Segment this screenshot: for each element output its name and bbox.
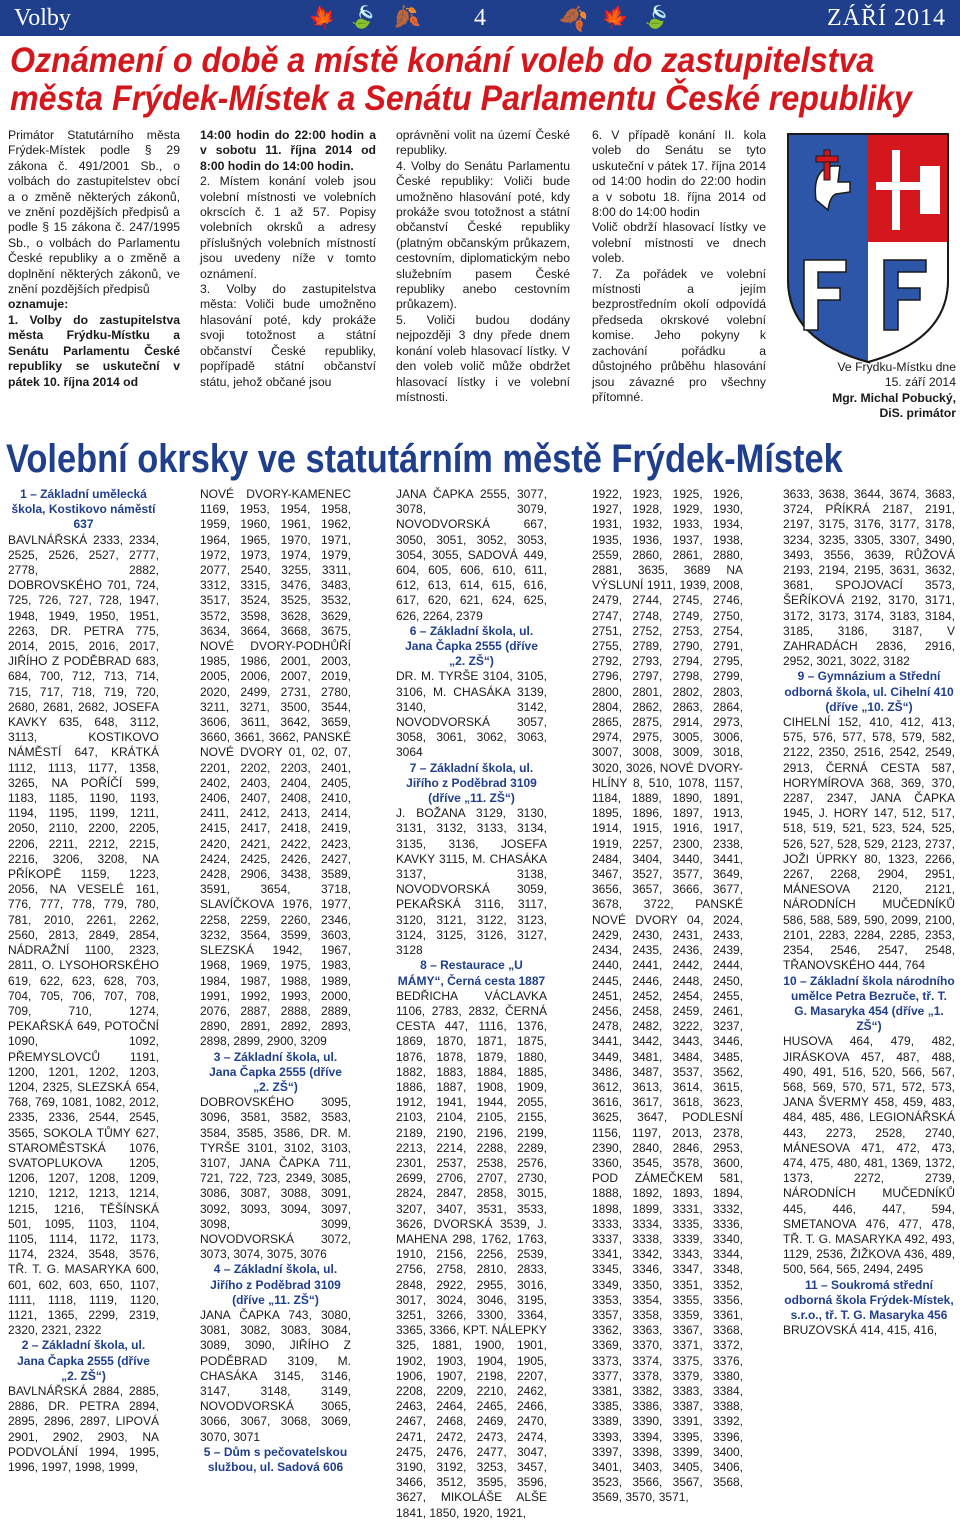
notice-column-1 [8,128,180,428]
district-streets: DR. M. TYRŠE 3104, 3105, 3106, M. CHASÁKA 3139, 3140, 3142, NOVODVORSKÁ 3057, 3058, 3061, 3062, 3063, 3064 [396,669,547,760]
district-heading: 4 – Základní škola, ul. Jiřího z Poděbrad 3109 (dříve „11. ZŠ“) [210,1262,341,1307]
notice-column-2 [200,128,376,428]
district-streets: BEDŘICHA VÁCLAVKA 1106, 2783, 2832, ČERNÁ CESTA 447, 1116, 1376, 1869, 1870, 1871, 1875, 1876, 1878, 1879, 1880, 1882, 1883, 1884, 1885, 1886, 1887, 1908, 1909, 1912, 1941, 1944, 2055, 2103, 2104, 2105, 2155, 2189, 2190, 2196, 2199, 2213, 2214, 2288, 2289, 2301, 2537, 2538, 2576, 2699, 2706, 2707, 2730, 2824, 2847, 2858, 3015, 3207, 3407, 3531, 3533, 3626, DVORSKÁ 3539, J. MAHENA 298, 1762, 1763, 1910, 2156, 2256, 2539, 2756, 2758, 2810, 2833, 2848, 2922, 2955, 3016, 3017, 3024, 3046, 3195, 3251, 3266, 3300, 3364, 3365, 3366, KPT. NÁLEPKY 325, 1881, 1900, 1901, 1902, 1903, 1904, 1905, 1906, 1907, 2198, 2207, 2208, 2209, 2210, 2462, 2463, 2464, 2465, 2466, 2467, 2468, 2469, 2470, 2471, 2472, 2473, 2474, 2475, 2476, 2477, 3047, 3190, 3192, 3253, 3457, 3466, 3512, 3595, 3596, 3627, MIKOLÁŠE ALŠE 1841, 1850, 1920, 1921, [396,988,547,1520]
district-heading: 6 – Základní škola, ul. Jana Čapka 2555 (dříve „2. ZŠ“) [405,623,538,669]
district-streets: 1922, 1923, 1925, 1926, 1927, 1928, 1929, 1930, 1931, 1932, 1933, 1934, 1935, 1936, 1937, 1938, 2559, 2860, 2861, 2880, 2881, 3635, 3689 NA VÝSLUNÍ 1911, 1939, 2008, 2479, 2744, 2745, 2746, 2747, 2748, 2749, 2750, 2751, 2752, 2753, 2754, 2755, 2789, 2790, 2791, 2792, 2793, 2794, 2795, 2796, 2797, 2798, 2799, 2800, 2801, 2802, 2803, 2804, 2862, 2863, 2864, 2865, 2875, 2914, 2973, 2974, 2975, 3005, 3006, 3007, 3008, 3009, 3018, 3020, 3026, NOVÉ DVORY-HLÍNY 8, 510, 1078, 1157, 1184, 1889, 1890, 1891, 1895, 1896, 1897, 1913, 1914, 1915, 1916, 1917, 1919, 2257, 2300, 2338, 2484, 3404, 3440, 3441, 3467, 3527, 3577, 3649, 3656, 3657, 3666, 3677, 3678, 3722, PANSKÉ NOVÉ DVORY 04, 2024, 2429, 2430, 2431, 2433, 2434, 2435, 2436, 2439, 2440, 2441, 2442, 2444, 2445, 2446, 2448, 2450, 2451, 2452, 2454, 2455, 2456, 2458, 2459, 2461, 2478, 2482, 3222, 3237, 3441, 3442, 3443, 3446, 3449, 3481, 3484, 3485, 3486, 3487, 3537, 3562, 3612, 3613, 3614, 3615, 3616, 3617, 3618, 3623, 3625, 3647, PODLESNÍ 1156, 1197, 2013, 2378, 2390, 2840, 2846, 2953, 3360, 3545, 3578, 3600, POD ZÁMEČKEM 581, 1888, 1892, 1893, 1894, 1898, 1899, 3331, 3332, 3333, 3334, 3335, 3336, 3337, 3338, 3339, 3340, 3341, 3342, 3343, 3344, 3345, 3346, 3347, 3348, 3349, 3350, 3351, 3352, 3353, 3354, 3355, 3356, 3357, 3358, 3359, 3361, 3362, 3363, 3367, 3368, 3369, 3370, 3371, 3372, 3373, 3374, 3375, 3376, 3377, 3378, 3379, 3380, 3381, 3382, 3383, 3384, 3385, 3386, 3387, 3388, 3389, 3390, 3391, 3392, 3393, 3394, 3395, 3396, 3397, 3398, 3399, 3400, 3401, 3403, 3405, 3406, 3523, 3566, 3567, 3568, 3569, 3570, 3571, [592,487,743,1505]
districts-column-2 [200,487,351,1474]
district-streets: BAVLNÁŘSKÁ 2884, 2885, 2886, DR. PETRA 2894, 2895, 2896, 2897, LIPOVÁ 2901, 2902, 2903, NA PODVOLÁNÍ 1994, 1995, 1996, 1997, 1998, 1999, [8,1383,159,1474]
signature-name: Mgr. Michal Pobucký, [832,390,956,405]
city-coat-of-arms [780,130,956,365]
notice-point-3-cont: oprávněni volit na území České republiky. [396,128,570,158]
district-streets: BAVLNÁŘSKÁ 2333, 2334, 2525, 2526, 2527, 2777, 2778, 2882, DOBROVSKÉHO 701, 724, 725, 726, 727, 728, 1947, 1948, 1949, 1950, 1951, 2263, DR. PETRA 775, 2014, 2015, 2016, 2017, JIŘÍHO Z PODĚBRAD 683, 684, 700, 712, 713, 714, 715, 717, 718, 719, 720, 2680, 2681, 2682, JOSEFA KAVKY 635, 648, 3112, 3113, KOSTIKOVO NÁMĚSTÍ 647, KRÁTKÁ 1112, 1113, 1177, 1358, 3265, NA POŘÍČÍ 599, 1183, 1185, 1190, 1193, 1194, 1195, 1199, 1211, 2050, 2110, 2200, 2205, 2206, 2211, 2212, 2215, 2216, 3206, 3208, NA PŘÍKOPĚ 1159, 1223, 2056, NA VESELÉ 161, 776, 777, 778, 779, 780, 781, 2010, 2261, 2262, 2560, 2813, 2849, 2854, NÁDRAŽNÍ 1100, 2323, 2811, O. LYSOHORSKÉHO 619, 622, 623, 628, 703, 704, 705, 706, 707, 708, 709, 710, 1274, PEKAŘSKÁ 649, POTOČNÍ 1090, 1092, PŘEMYSLOVCŮ 1191, 1200, 1201, 1202, 1203, 1204, 2325, SLEZSKÁ 654, 768, 769, 1081, 1082, 2012, 2335, 2336, 2544, 2545, 3565, SOKOLA TŮMY 627, STAROMĚSTSKÁ 1076, SVATOPLUKOVA 1205, 1206, 1207, 1208, 1209, 1210, 1212, 1213, 1214, 1215, 1216, TĚŠÍNSKÁ 501, 1095, 1103, 1104, 1105, 1114, 1172, 1173, 1174, 2324, 3548, 3576, TŘ. T. G. MASARYKA 600, 601, 602, 603, 650, 1107, 1111, 1118, 1119, 1120, 1121, 1365, 2299, 2319, 2320, 2321, 2322 [8,532,159,1338]
headline-line-2: města Frýdek-Místek a Senátu Parlamentu České republiky [10,79,912,118]
notice-point-1: 1. Volby do zastupitelstva města Frýdku-Místku a Senátu Parlamentu České republiky se uskuteční v pátek 10. října 2014 od [8,312,180,389]
district-streets: NOVÉ DVORY-KAMENEC 1169, 1953, 1954, 1958, 1959, 1960, 1961, 1962, 1964, 1965, 1970, 1971, 1972, 1973, 1974, 1979, 2077, 2540, 3255, 3311, 3312, 3315, 3476, 3483, 3517, 3524, 3525, 3532, 3572, 3598, 3628, 3629, 3634, 3664, 3668, 3675, NOVÉ DVORY-PODHŮŘÍ 1985, 1986, 2001, 2003, 2005, 2006, 2007, 2019, 2020, 2499, 2731, 2780, 3211, 3271, 3500, 3544, 3606, 3611, 3642, 3659, 3660, 3661, 3662, PANSKÉ NOVÉ DVORY 01, 02, 07, 2201, 2202, 2203, 2401, 2402, 2403, 2404, 2405, 2406, 2407, 2408, 2410, 2411, 2412, 2413, 2414, 2415, 2417, 2418, 2419, 2420, 2421, 2422, 2423, 2424, 2425, 2426, 2427, 2428, 2906, 3438, 3589, 3591, 3654, 3718, SLAVÍČKOVA 1976, 1977, 2258, 2259, 2260, 2346, 3232, 3564, 3599, 3603, SLEZSKÁ 1942, 1967, 1968, 1969, 1975, 1983, 1984, 1987, 1988, 1989, 1991, 1992, 1993, 2000, 2076, 2887, 2888, 2889, 2890, 2891, 2892, 2893, 2898, 2899, 2900, 3209 [200,487,351,1049]
maple-leaf-icon: 🍁 [306,1,340,34]
district-heading: 1 – Základní umělecká škola, Kostikovo náměstí 637 [11,487,156,532]
districts-column-1 [8,487,159,1474]
election-notice [0,128,960,433]
district-streets: JANA ČAPKA 2555, 3077, 3078, 3079, NOVODVORSKÁ 667, 3050, 3051, 3052, 3053, 3054, 3055, SADOVÁ 449, 604, 605, 606, 610, 611, 612, 613, 614, 615, 616, 617, 620, 621, 624, 625, 626, 2264, 2379 [396,487,547,623]
notice-announces: oznamuje: [8,297,69,312]
district-heading: 3 – Základní škola, ul. Jana Čapka 2555 (dříve „2. ZŠ“) [209,1049,342,1094]
district-heading: 9 – Gymnázium a Střední odborná škola, ul. Cihelní 410 (dříve „10. ZŠ“) [784,669,954,714]
fallen-leaf-icon: 🍂 [556,1,591,34]
notice-column-4 [592,128,766,428]
districts-heading: Volební okrsky ve statutárním městě Frýdek-Místek [6,437,843,481]
signature-place: Ve Frýdku-Místku dne [837,360,956,374]
districts-section [0,487,960,1520]
notice-point-5: 5. Voliči budou dodány nejpozději 3 dny přede dnem konání voleb hlasovací lístky. V den voleb volič může obdržet hlasovací lístky i ve volební místnosti. [396,312,570,404]
district-heading: 8 – Restaurace „U MÁMY“, Černá cesta 1887 [397,958,546,988]
district-heading: 11 – Soukromá střední odborná škola Frýdek-Místek, s.r.o., tř. T. G. Masaryka 456 [784,1277,954,1322]
notice-point-2: 2. Místem konání voleb jsou volební místnosti ve volebních okrscích č. 1 až 57. Popisy volebních okrsků a adresy příslušných volebních místností jsou uvedeny níže v tomto oznámení. [200,174,376,281]
district-streets: J. BOŽANA 3129, 3130, 3131, 3132, 3133, 3134, 3135, 3136, JOSEFA KAVKY 3115, M. CHASÁKA 3137, 3138, NOVODVORSKÁ 3059, PEKAŘSKÁ 3116, 3117, 3120, 3121, 3122, 3123, 3124, 3125, 3126, 3127, 3128 [396,806,547,958]
masthead-leaves-right [556,1,674,34]
district-streets: 3633, 3638, 3644, 3674, 3683, 3724, PŘÍKRÁ 2187, 2191, 2197, 3175, 3176, 3177, 3178, 3234, 3235, 3305, 3307, 3490, 3493, 3556, 3639, RŮŽOVÁ 2193, 2194, 2195, 3631, 3632, 3681, SPOJOVACÍ 3573, ŠEŘÍKOVÁ 2192, 3170, 3171, 3172, 3173, 3174, 3183, 3184, 3185, 3186, 3187, V ZAHRADÁCH 2836, 2916, 2952, 3021, 3022, 3182 [783,487,955,669]
district-streets: CIHELNÍ 152, 410, 412, 413, 575, 576, 577, 578, 579, 582, 2122, 2350, 2516, 2542, 2549, 2913, ČERNÁ CESTA 587, HORYMÍROVA 368, 369, 370, 2287, 2347, JANA ČAPKA 1945, J. HORY 147, 512, 517, 518, 519, 521, 523, 524, 525, 526, 527, 528, 529, 2123, 2737, JOŽI ÚPRKY 80, 1323, 2266, 2267, 2268, 2904, 2951, MÁNESOVA 2120, 2121, NÁRODNÍCH MUČEDNÍKŮ 586, 588, 589, 590, 2099, 2100, 2101, 2283, 2284, 2285, 2353, 2354, 2546, 2547, 2548, TŘANOVSKÉHO 444, 764 [783,715,955,973]
district-streets: HUSOVA 464, 479, 482, JIRÁSKOVA 457, 487, 488, 490, 491, 516, 520, 566, 567, 568, 569, 570, 571, 572, 573, JANA ŠVERMY 458, 459, 483, 484, 485, 486, LEGIONÁŘSKÁ 443, 2273, 2528, 2740, MÁNESOVA 471, 472, 473, 474, 475, 480, 481, 1369, 1372, 1373, 2272, 2739, NÁRODNÍCH MUČEDNÍKŮ 445, 446, 447, 594, SMETANOVA 476, 477, 478, TŘ. T. G. MASARYKA 492, 493, 1129, 2536, ŽIŽKOVA 436, 489, 500, 564, 565, 2494, 2495 [783,1034,955,1277]
notice-point-7: 7. Za pořádek ve volební místnosti a jejím bezprostředním okolí odpovídá předseda okrskové volební komise. Jeho pokyny k zachování pořádku a důstojného průběhu hlasování jsou závazné pro všechny přítomné. [592,266,766,404]
notice-point-1-cont: 14:00 hodin do 22:00 hodin a v sobotu 11. října 2014 od 8:00 hodin do 14:00 hodin. [200,128,376,173]
districts-column-3 [396,487,547,1520]
masthead-leaves-left [306,1,422,34]
district-heading: 2 – Základní škola, ul. Jana Čapka 2555 (dříve „2. ZŠ“) [17,1338,150,1383]
districts-column-5 [783,487,955,1372]
signature-title: DiS. primátor [879,406,956,421]
maple-leaf-icon: 🍁 [598,1,633,34]
notice-column-3 [396,128,570,428]
districts-column-4 [592,487,743,1505]
district-streets: DOBROVSKÉHO 3095, 3096, 3581, 3582, 3583, 3584, 3585, 3586, DR. M. TYRŠE 3101, 3102, 3103, 3107, JANA ČAPKA 711, 721, 722, 723, 2349, 3085, 3086, 3087, 3088, 3091, 3092, 3093, 3094, 3097, 3098, 3099, NOVODVORSKÁ 3072, 3073, 3074, 3075, 3076 [200,1095,351,1262]
notice-intro: Primátor Statutárního města Frýdek-Místek podle § 29 zákona č. 491/2001 Sb., o volbách do zastupitelstev obcí a o změně některých zákonů, ve znění pozdějších předpisů a podle § 15 zákona č. 247/1995 Sb., o volbách do Parlamentu České republiky a o změně a doplnění některých zákonů, ve znění pozdějších předpisů [8,128,180,297]
page-number: 4 [474,4,486,31]
district-heading: 5 – Dům s pečovatelskou službou, ul. Sadová 606 [203,1444,348,1474]
signature-block [780,360,956,422]
district-heading: 7 – Základní škola, ul. Jiřího z Poděbrad 3109 (dříve „11. ZŠ“) [406,760,537,806]
issue-date: ZÁŘÍ 2014 [827,4,946,31]
leaf-icon: 🍃 [639,1,674,34]
masthead [0,0,960,36]
page-headline [10,41,912,118]
district-streets: BRUZOVSKÁ 414, 415, 416, [783,1323,938,1338]
section-title: Volby [14,4,71,31]
signature-date: 15. září 2014 [884,375,956,390]
notice-point-3: 3. Volby do zastupitelstva města: Voliči bude umožněno hlasování poté, kdy prokáže svoji totožnost a státní občanství České republiky, popřípadě státní občanství státu, jehož občané jsou [200,282,376,389]
leaf-icon: 🍃 [347,1,382,34]
notice-point-6: 6. V případě konání II. kola voleb do Senátu se tyto uskuteční v pátek 17. října 2014 od 14:00 hodin do 22:00 hodin a v sobotu 18. října 2014 od 8:00 do 14:00 hodin [592,128,766,220]
district-streets: JANA ČAPKA 743, 3080, 3081, 3082, 3083, 3084, 3089, 3090, JIŘÍHO Z PODĚBRAD 3109, M. CHASÁKA 3145, 3146, 3147, 3148, 3149, NOVODVORSKÁ 3065, 3066, 3067, 3068, 3069, 3070, 3071 [200,1307,351,1444]
notice-point-4: 4. Volby do Senátu Parlamentu České republiky: Voliči bude umožněno hlasování poté, kdy prokáže svou totožnost a státní občanství České republiky (platným občanským průkazem, cestovním, diplomatickým nebo služebním pasem České republiky anebo cestovním průkazem). [396,158,570,312]
notice-point-6-note: Volič obdrží hlasovací lístky ve volební místnosti ve dnech voleb. [592,220,766,266]
headline-line-1: Oznámení o době a místě konání voleb do zastupitelstva [10,41,875,80]
fallen-leaf-icon: 🍂 [388,1,422,34]
district-heading: 10 – Základní škola národního umělce Petra Bezruče, tř. T. G. Masaryka 454 (dříve „1. ZŠ“) [783,973,955,1034]
